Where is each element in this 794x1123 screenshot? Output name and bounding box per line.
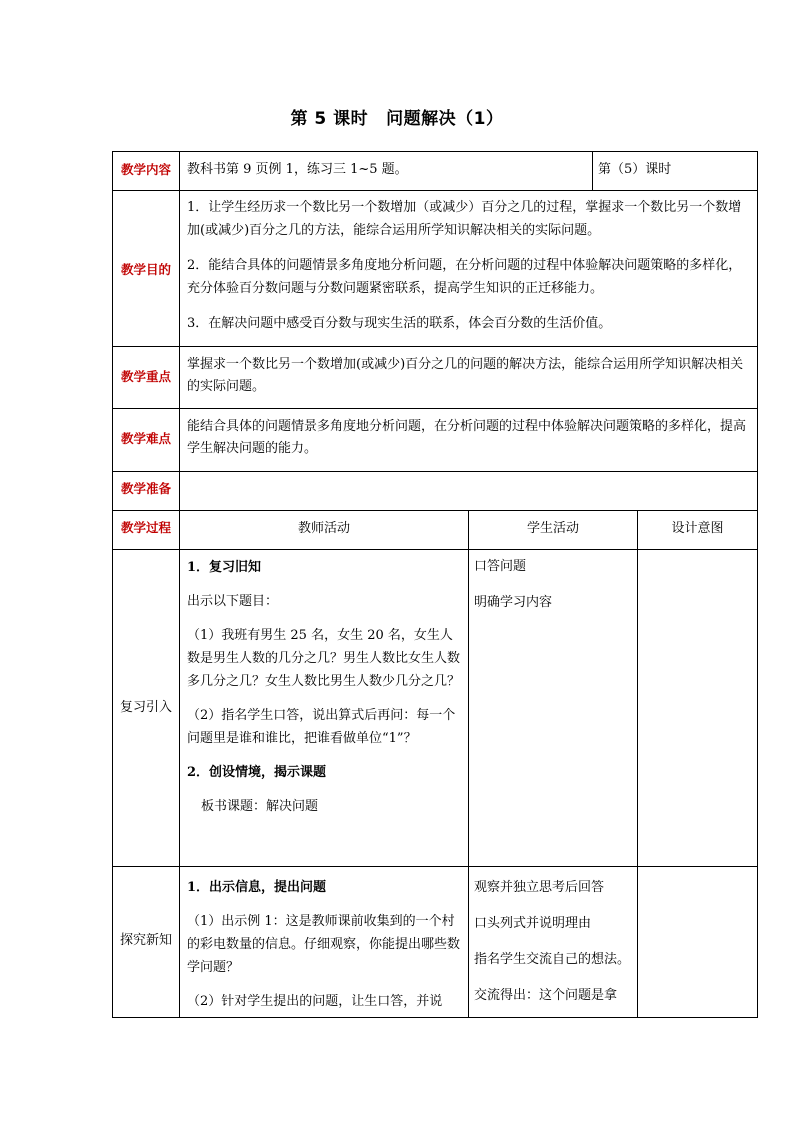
row-divider [112, 190, 758, 191]
review-paragraph: 出示以下题目： [187, 594, 279, 609]
label-key-points: 教学重点 [120, 369, 171, 384]
column-design-intent: 设计意图 [671, 521, 724, 536]
objective-1: 1．让学生经历求一个数比另一个数增加（或减少）百分之几的过程，掌握求一个数比另一个数增加(或减少)百分之几的方法，能综合运用所学知识解决相关的实际问题。 [187, 200, 742, 238]
explore-student-activity [474, 876, 638, 1007]
explore-teacher-activity [187, 876, 461, 1013]
review-teacher-activity [187, 556, 461, 818]
table-border-right [757, 151, 758, 1018]
row-divider [112, 408, 758, 409]
student-activity-item: 明确学习内容 [474, 595, 553, 610]
review-paragraph: （2）指名学生口答，说出算式后再问：每一个问题里是谁和谁比，把谁看做单位“1”？ [187, 708, 456, 746]
review-heading-2: 2．创设情境，揭示课题 [187, 765, 327, 780]
period-divider [592, 151, 593, 191]
label-explore-new: 探究新知 [119, 933, 172, 948]
explore-paragraph: （1）出示例 1：这是教师课前收集到的一个村的彩电数量的信息。仔细观察，你能提出哪些数学问题？ [187, 914, 461, 975]
explore-heading-1: 1．出示信息，提出问题 [187, 880, 327, 895]
label-difficulties: 教学难点 [120, 431, 171, 446]
period-text: 第（5）课时 [598, 162, 672, 177]
label-preparation: 教学准备 [120, 481, 171, 496]
row-divider [112, 866, 758, 867]
student-activity-item: 指名学生交流自己的想法。 [474, 952, 631, 967]
student-activity-item: 交流得出：这个问题是拿 [474, 988, 618, 1003]
objective-3: 3．在解决问题中感受百分数与现实生活的联系，体会百分数的生活价值。 [187, 316, 612, 331]
review-heading-1: 1．复习旧知 [187, 560, 262, 575]
table-border-bottom [112, 1017, 758, 1018]
objective-2: 2．能结合具体的问题情景多角度地分析问题，在分析问题的过程中体验解决问题策略的多样化，充分体验百分数问题与分数问题紧密联系，提高学生知识的正迁移能力。 [187, 258, 742, 296]
difficulties-text: 能结合具体的问题情景多角度地分析问题，在分析问题的过程中体验解决问题策略的多样化，提高学生解决问题的能力。 [187, 419, 747, 456]
key-points-text: 掌握求一个数比另一个数增加(或减少)百分之几的问题的解决方法，能综合运用所学知识解决相关的实际问题。 [187, 357, 744, 394]
column-student-activity: 学生活动 [526, 521, 579, 536]
review-paragraph: （1）我班有男生 25 名，女生 20 名，女生人数是男生人数的几分之几？男生人数比女生人数多几分之几？女生人数比男生人数少几分之几？ [187, 628, 461, 689]
row-divider [112, 510, 758, 511]
table-border-top [112, 151, 758, 152]
review-paragraph: 板书课题：解决问题 [201, 799, 319, 814]
explore-paragraph: （2）针对学生提出的问题，让生口答，并说 [187, 994, 443, 1009]
student-activity-item: 观察并独立思考后回答 [474, 880, 605, 895]
label-teaching-process: 教学过程 [120, 520, 171, 535]
column-teacher-activity: 教师活动 [297, 521, 350, 536]
lesson-number: 第 5 课时 [290, 109, 369, 129]
review-student-activity [474, 555, 634, 614]
teacher-column-divider [468, 510, 469, 1018]
row-divider [112, 346, 758, 347]
label-teaching-objectives: 教学目的 [120, 262, 171, 277]
label-column-divider [179, 151, 180, 1018]
table-border-left [112, 151, 113, 1018]
teaching-content-text: 教科书第 9 页例 1，练习三 1~5 题。 [187, 162, 408, 177]
label-teaching-content: 教学内容 [120, 162, 171, 177]
lesson-topic: 问题解决（1） [386, 109, 504, 129]
objectives-block [187, 196, 751, 335]
student-activity-item: 口头列式并说明理由 [474, 916, 592, 931]
row-divider [112, 471, 758, 472]
student-activity-item: 口答问题 [474, 559, 527, 574]
label-review-intro: 复习引入 [119, 700, 172, 715]
row-divider [112, 549, 758, 550]
